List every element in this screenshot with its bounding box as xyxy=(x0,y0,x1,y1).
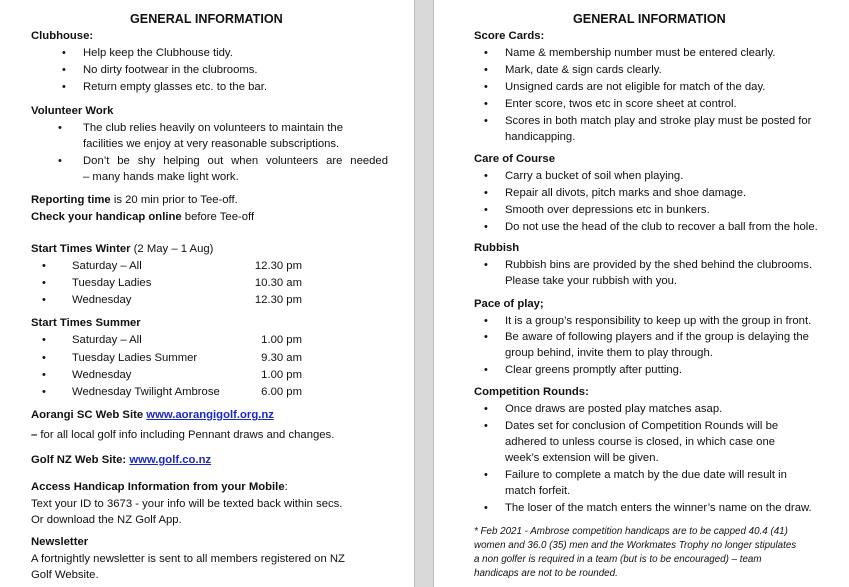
pace-of-play-heading: Pace of play; xyxy=(474,298,544,310)
list-item: Help keep the Clubhouse tidy. xyxy=(83,47,233,59)
footnote-text: handicaps are not to be rounded. xyxy=(474,568,618,579)
bullet: • xyxy=(484,64,488,76)
left-page xyxy=(0,0,414,587)
list-item: Rubbish bins are provided by the shed behind the clubrooms. xyxy=(505,259,813,271)
start-times-summer-heading: Start Times Summer xyxy=(31,317,141,329)
start-time-day: Wednesday Twilight Ambrose xyxy=(72,386,220,398)
list-item-continuation: week’s extension will be given. xyxy=(505,452,659,464)
list-item-continuation: – many hands make light work. xyxy=(83,171,239,183)
aorangi-description xyxy=(31,428,334,442)
list-item: Carry a bucket of soil when playing. xyxy=(505,170,684,182)
bullet: • xyxy=(484,469,488,481)
bullet: • xyxy=(42,386,46,398)
start-time-value: 1.00 pm xyxy=(261,334,302,346)
start-time-day: Saturday – All xyxy=(72,260,142,272)
footnote-text: a non golfer is required in a team (but is to be encouraged) – team xyxy=(474,554,762,565)
bullet: • xyxy=(484,420,488,432)
aorangi-website xyxy=(31,408,274,422)
page-title: GENERAL INFORMATION xyxy=(573,12,726,26)
bullet: • xyxy=(42,369,46,381)
bullet: • xyxy=(484,81,488,93)
golfnz-website xyxy=(31,453,211,467)
list-item-continuation: Please take your rubbish with you. xyxy=(505,275,678,287)
list-item: Clear greens promptly after putting. xyxy=(505,364,683,376)
list-item: Smooth over depressions etc in bunkers. xyxy=(505,204,710,216)
mobile-heading-colon: : xyxy=(284,481,288,493)
list-item: Don’t be shy helping out when volunteers are needed xyxy=(83,155,388,167)
volunteer-heading: Volunteer Work xyxy=(31,105,114,117)
check-handicap xyxy=(31,210,254,224)
mobile-heading-label: Access Handicap Information from your Mobile xyxy=(31,481,285,493)
start-time-value: 12.30 pm xyxy=(254,294,302,306)
bullet: • xyxy=(42,294,46,306)
clubhouse-heading: Clubhouse: xyxy=(31,30,94,42)
list-item: It is a group’s responsibility to keep up with the group in front. xyxy=(505,315,812,327)
list-item: Enter score, twos etc in score sheet at control. xyxy=(505,98,737,110)
competition-rounds-heading: Competition Rounds: xyxy=(474,386,589,398)
winter-dates: (2 May – 1 Aug) xyxy=(130,243,214,255)
start-time-value: 12.30 pm xyxy=(254,260,302,272)
start-time-value: 1.00 pm xyxy=(261,369,302,381)
list-item: Scores in both match play and stroke play must be posted for xyxy=(505,115,812,127)
bullet: • xyxy=(484,187,488,199)
bullet: • xyxy=(58,122,62,134)
list-item: The club relies heavily on volunteers to maintain the xyxy=(83,122,343,134)
start-time-value: 6.00 pm xyxy=(261,386,302,398)
bullet: • xyxy=(58,155,62,167)
score-cards-heading: Score Cards: xyxy=(474,30,545,42)
start-time-day: Tuesday Ladies xyxy=(72,277,152,289)
newsletter-text: Golf Website. xyxy=(31,569,99,581)
list-item-continuation: adhered to unless course is closed, in which case one xyxy=(505,436,776,448)
bullet: • xyxy=(484,259,488,271)
mobile-text: Or download the NZ Golf App. xyxy=(31,514,182,526)
bullet: • xyxy=(484,98,488,110)
list-item: Return empty glasses etc. to the bar. xyxy=(83,81,267,93)
bullet: • xyxy=(62,64,66,76)
bullet: • xyxy=(484,204,488,216)
dash: – xyxy=(31,429,41,441)
care-of-course-heading: Care of Course xyxy=(474,153,555,165)
golfnz-link[interactable]: www.golf.co.nz xyxy=(129,454,212,466)
newsletter-heading: Newsletter xyxy=(31,536,89,548)
mobile-heading xyxy=(31,480,288,494)
footnote-text: women and 36.0 (35) men and the Workmates Trophy no longer stipulates xyxy=(474,540,797,551)
winter-heading-label: Start Times Winter xyxy=(31,243,131,255)
check-handicap-label: Check your handicap online xyxy=(31,211,182,223)
bullet: • xyxy=(484,170,488,182)
list-item: Once draws are posted play matches asap. xyxy=(505,403,723,415)
bullet: • xyxy=(484,502,488,514)
rubbish-heading: Rubbish xyxy=(474,242,520,254)
list-item: Be aware of following players and if the group is delaying the xyxy=(505,331,809,343)
start-time-value: 9.30 am xyxy=(261,352,302,364)
start-time-day: Wednesday xyxy=(72,294,132,306)
bullet: • xyxy=(62,47,66,59)
list-item: The loser of the match enters the winner’s name on the draw. xyxy=(505,502,812,514)
right-page xyxy=(434,0,849,587)
reporting-time-text: is 20 min prior to Tee-off. xyxy=(110,194,238,206)
page-gutter xyxy=(414,0,434,587)
list-item: Unsigned cards are not eligible for match of the day. xyxy=(505,81,766,93)
list-item: Dates set for conclusion of Competition Rounds will be xyxy=(505,420,779,432)
start-time-day: Saturday – All xyxy=(72,334,142,346)
bullet: • xyxy=(484,364,488,376)
bullet: • xyxy=(42,334,46,346)
check-handicap-text: before Tee-off xyxy=(181,211,255,223)
start-time-day: Wednesday xyxy=(72,369,132,381)
list-item: Failure to complete a match by the due date will result in xyxy=(505,469,787,481)
aorangi-label: Aorangi SC Web Site xyxy=(31,409,147,421)
bullet: • xyxy=(42,277,46,289)
list-item: Do not use the head of the club to recover a ball from the hole. xyxy=(505,221,818,233)
reporting-time xyxy=(31,193,238,207)
bullet: • xyxy=(484,315,488,327)
bullet: • xyxy=(484,115,488,127)
start-times-winter-heading xyxy=(31,242,213,256)
list-item: No dirty footwear in the clubrooms. xyxy=(83,64,258,76)
list-item: Repair all divots, pitch marks and shoe damage. xyxy=(505,187,747,199)
bullet: • xyxy=(484,403,488,415)
start-time-day: Tuesday Ladies Summer xyxy=(72,352,198,364)
mobile-text: Text your ID to 3673 - your info will be texted back within secs. xyxy=(31,498,343,510)
start-time-value: 10.30 am xyxy=(254,277,302,289)
list-item: Name & membership number must be entered clearly. xyxy=(505,47,776,59)
bullet: • xyxy=(42,260,46,272)
bullet: • xyxy=(484,47,488,59)
bullet: • xyxy=(62,81,66,93)
aorangi-link[interactable]: www.aorangigolf.org.nz xyxy=(146,409,274,421)
bullet: • xyxy=(42,352,46,364)
golfnz-label: Golf NZ Web Site: xyxy=(31,454,130,466)
bullet: • xyxy=(484,221,488,233)
bullet: • xyxy=(484,331,488,343)
list-item-continuation: handicapping. xyxy=(505,131,576,143)
newsletter-text: A fortnightly newsletter is sent to all members registered on NZ xyxy=(31,553,345,565)
list-item-continuation: facilities we enjoy at very reasonable subscriptions. xyxy=(83,138,340,150)
list-item-continuation: group behind, invite them to play through. xyxy=(505,347,713,359)
list-item: Mark, date & sign cards clearly. xyxy=(505,64,662,76)
page-title: GENERAL INFORMATION xyxy=(130,12,283,26)
list-item-continuation: match forfeit. xyxy=(505,485,571,497)
footnote-text: * Feb 2021 - Ambrose competition handicaps are to be capped 40.4 (41) xyxy=(474,526,788,537)
aorangi-desc-text: for all local golf info including Pennant draws and changes. xyxy=(40,429,335,441)
reporting-time-label: Reporting time xyxy=(31,194,111,206)
